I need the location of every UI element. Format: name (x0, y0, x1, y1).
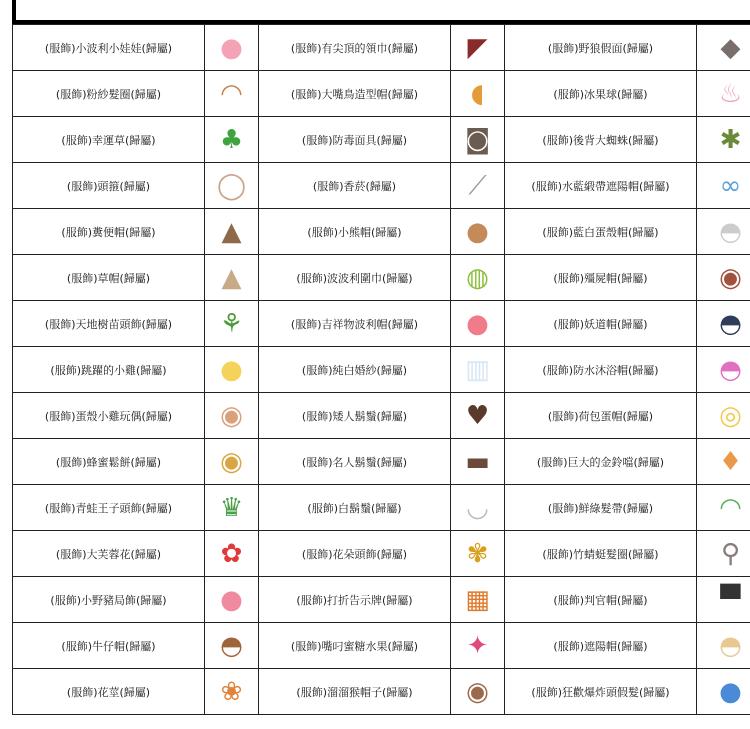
item-icon-cell (205, 163, 259, 209)
headband-icon: ◯ (216, 170, 247, 201)
toucan-hat-icon: ◖ (470, 78, 485, 109)
green-scarf-icon: ◍ (466, 262, 489, 293)
header-bar (12, 0, 750, 24)
pointed-scarf-icon: ◤ (467, 32, 488, 63)
pink-poring-doll-icon: ● (220, 32, 243, 63)
item-name-cell: (服飾)藍白蛋殼帽(歸屬) (505, 209, 697, 255)
mustache-icon: ▬ (465, 446, 490, 477)
item-icon-cell (205, 531, 259, 577)
item-name-cell: (服飾)有尖頂的領巾(歸屬) (259, 25, 451, 71)
table-row (13, 439, 750, 485)
item-icon-cell (451, 393, 505, 439)
item-icon-cell (697, 669, 750, 715)
item-icon-cell (451, 531, 505, 577)
item-icon-cell (451, 577, 505, 623)
item-icon-cell (451, 209, 505, 255)
item-icon-cell (697, 347, 750, 393)
item-icon-cell (697, 485, 750, 531)
item-name-cell: (服飾)頭箍(歸屬) (13, 163, 205, 209)
item-name-cell: (服飾)青蛙王子頭飾(歸屬) (13, 485, 205, 531)
item-icon-cell (205, 623, 259, 669)
bamboo-dragonfly-icon: ⚲ (720, 538, 741, 569)
item-icon-cell (451, 71, 505, 117)
taoist-hat-icon: ◓ (719, 308, 742, 339)
item-icon-cell (697, 209, 750, 255)
item-name-cell: (服飾)妖道帽(歸屬) (505, 301, 697, 347)
zombie-hat-icon: ◉ (719, 262, 742, 293)
item-icon-cell (451, 163, 505, 209)
table-row (13, 485, 750, 531)
fried-egg-hat-icon: ◎ (719, 400, 742, 431)
item-icon-cell (205, 71, 259, 117)
item-icon-cell (451, 25, 505, 71)
poring-hat-icon: ● (466, 308, 489, 339)
piglet-icon: ● (220, 584, 243, 615)
item-name-cell: (服飾)防毒面具(歸屬) (259, 117, 451, 163)
spider-icon: ✱ (719, 124, 742, 155)
chick-icon: ● (220, 354, 243, 385)
item-name-cell: (服飾)後背大蜘蛛(歸屬) (505, 117, 697, 163)
table-row (13, 347, 750, 393)
table-row (13, 255, 750, 301)
honey-pancake-icon: ◉ (220, 446, 243, 477)
item-icon-cell (451, 669, 505, 715)
item-icon-cell (451, 623, 505, 669)
item-icon-cell (205, 577, 259, 623)
item-icon-cell (205, 485, 259, 531)
hibiscus-icon: ✿ (220, 538, 243, 569)
item-name-cell: (服飾)大嘴鳥造型帽(歸屬) (259, 71, 451, 117)
item-name-cell: (服飾)鮮綠髮帶(歸屬) (505, 485, 697, 531)
item-icon-cell (451, 347, 505, 393)
item-icon-cell (205, 25, 259, 71)
table-body (13, 25, 750, 715)
table-row (13, 117, 750, 163)
item-icon-cell (697, 71, 750, 117)
item-name-cell: (服飾)大芙蓉花(歸屬) (13, 531, 205, 577)
item-icon-cell (697, 393, 750, 439)
table-row (13, 71, 750, 117)
item-name-cell: (服飾)花莖(歸屬) (13, 669, 205, 715)
table-row (13, 531, 750, 577)
costume-item-table (12, 24, 750, 715)
item-name-cell: (服飾)殭屍帽(歸屬) (505, 255, 697, 301)
item-name-cell: (服飾)荷包蛋帽(歸屬) (505, 393, 697, 439)
candy-fruit-icon: ✦ (466, 630, 489, 661)
pink-hairband-icon: ◠ (220, 78, 243, 109)
item-name-cell: (服飾)糞便帽(歸屬) (13, 209, 205, 255)
item-name-cell: (服飾)跳躍的小雞(歸屬) (13, 347, 205, 393)
frog-prince-icon: ♛ (219, 492, 244, 523)
item-icon-cell (451, 255, 505, 301)
item-name-cell: (服飾)蛋殼小雞玩偶(歸屬) (13, 393, 205, 439)
item-icon-cell (451, 117, 505, 163)
table-row (13, 577, 750, 623)
item-name-cell: (服飾)矮人鬍鬚(歸屬) (259, 393, 451, 439)
item-icon-cell (697, 623, 750, 669)
item-name-cell: (服飾)狂歡爆炸頭假髮(歸屬) (505, 669, 697, 715)
item-icon-cell (205, 255, 259, 301)
item-name-cell: (服飾)小熊帽(歸屬) (259, 209, 451, 255)
item-icon-cell (205, 209, 259, 255)
item-name-cell: (服飾)野狼假面(歸屬) (505, 25, 697, 71)
monkey-hat-icon: ◉ (466, 676, 489, 707)
item-name-cell: (服飾)冰果球(歸屬) (505, 71, 697, 117)
sale-sign-icon: ▦ (465, 584, 490, 615)
bridal-veil-icon: ▥ (465, 354, 490, 385)
table-row (13, 669, 750, 715)
item-icon-cell (697, 117, 750, 163)
judge-hat-icon: ▀ (720, 584, 741, 615)
white-beard-icon: ◡ (466, 492, 489, 523)
item-name-cell: (服飾)香菸(歸屬) (259, 163, 451, 209)
item-icon-cell (697, 577, 750, 623)
item-name-cell: (服飾)花朵頭飾(歸屬) (259, 531, 451, 577)
item-name-cell: (服飾)打折告示牌(歸屬) (259, 577, 451, 623)
eggshell-hat-icon: ◓ (719, 216, 742, 247)
item-name-cell: (服飾)蜂蜜鬆餅(歸屬) (13, 439, 205, 485)
dwarf-beard-icon: ♥ (465, 400, 490, 431)
item-name-cell: (服飾)防水沐浴帽(歸屬) (505, 347, 697, 393)
flower-hairpin-icon: ✾ (466, 538, 489, 569)
item-icon-cell (451, 439, 505, 485)
item-name-cell: (服飾)牛仔帽(歸屬) (13, 623, 205, 669)
item-icon-cell (697, 255, 750, 301)
gas-mask-icon: ◙ (464, 124, 491, 155)
item-name-cell: (服飾)判官帽(歸屬) (505, 577, 697, 623)
table-row (13, 25, 750, 71)
item-name-cell: (服飾)幸運草(歸屬) (13, 117, 205, 163)
bear-hat-icon: ● (466, 216, 489, 247)
egg-chick-doll-icon: ◉ (220, 400, 243, 431)
item-icon-cell (205, 301, 259, 347)
table-row (13, 209, 750, 255)
shower-cap-icon: ◓ (719, 354, 742, 385)
item-name-cell: (服飾)純白婚紗(歸屬) (259, 347, 451, 393)
item-name-cell: (服飾)粉紗髮圈(歸屬) (13, 71, 205, 117)
item-icon-cell (205, 347, 259, 393)
golden-bell-icon: ♦ (718, 446, 743, 477)
item-name-cell: (服飾)小野豬局飾(歸屬) (13, 577, 205, 623)
item-icon-cell (205, 669, 259, 715)
afro-wig-icon: ● (719, 676, 742, 707)
item-icon-cell (205, 117, 259, 163)
blue-ribbon-icon: ∞ (719, 170, 742, 201)
item-name-cell: (服飾)嘴叼蜜糖水果(歸屬) (259, 623, 451, 669)
item-name-cell: (服飾)吉祥物波利帽(歸屬) (259, 301, 451, 347)
item-name-cell: (服飾)波波利圍巾(歸屬) (259, 255, 451, 301)
item-name-cell: (服飾)溜溜猴帽子(歸屬) (259, 669, 451, 715)
table-row (13, 301, 750, 347)
item-icon-cell (697, 301, 750, 347)
item-name-cell: (服飾)遮陽帽(歸屬) (505, 623, 697, 669)
wolf-mask-icon: ◆ (720, 32, 741, 63)
item-name-cell: (服飾)天地樹苗頭飾(歸屬) (13, 301, 205, 347)
item-icon-cell (205, 439, 259, 485)
item-name-cell: (服飾)竹蜻蜓髮圈(歸屬) (505, 531, 697, 577)
item-icon-cell (697, 439, 750, 485)
cowboy-hat-icon: ◓ (220, 630, 243, 661)
poop-hat-icon: ▲ (221, 216, 242, 247)
item-name-cell: (服飾)巨大的金鈴噹(歸屬) (505, 439, 697, 485)
item-icon-cell (697, 163, 750, 209)
item-name-cell: (服飾)名人鬍鬚(歸屬) (259, 439, 451, 485)
sprout-icon: ⚘ (219, 308, 244, 339)
item-name-cell: (服飾)草帽(歸屬) (13, 255, 205, 301)
item-icon-cell (697, 25, 750, 71)
item-name-cell: (服飾)水藍緞帶遮陽帽(歸屬) (505, 163, 697, 209)
ice-cream-icon: ♨ (718, 78, 743, 109)
clover-icon: ♣ (219, 124, 244, 155)
table-row (13, 163, 750, 209)
sun-hat-icon: ◓ (719, 630, 742, 661)
item-name-cell: (服飾)小波利小娃娃(歸屬) (13, 25, 205, 71)
cigarette-icon: ⟋ (468, 170, 487, 201)
table-row (13, 623, 750, 669)
item-icon-cell (451, 301, 505, 347)
flower-stem-icon: ❀ (220, 676, 243, 707)
item-name-cell: (服飾)白鬍鬚(歸屬) (259, 485, 451, 531)
green-hairband-icon: ◠ (719, 492, 742, 523)
straw-hat-icon: ▲ (221, 262, 242, 293)
item-icon-cell (697, 531, 750, 577)
item-icon-cell (451, 485, 505, 531)
item-icon-cell (205, 393, 259, 439)
table-row (13, 393, 750, 439)
